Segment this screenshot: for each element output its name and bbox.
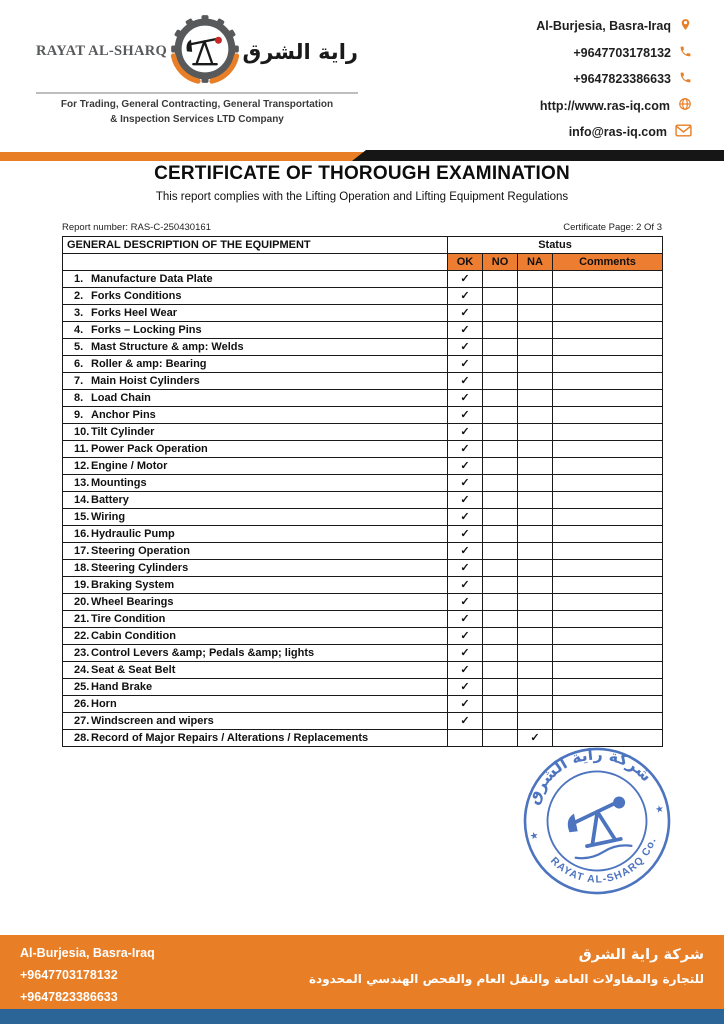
na-cell bbox=[518, 679, 553, 696]
no-cell bbox=[483, 407, 518, 424]
row-number: 21. bbox=[74, 613, 90, 625]
na-cell bbox=[518, 424, 553, 441]
tagline-line2: & Inspection Services LTD Company bbox=[110, 113, 284, 125]
row-label: Tilt Cylinder bbox=[91, 426, 155, 438]
report-meta-line bbox=[62, 222, 662, 233]
contact-phone1-text: +9647703178132 bbox=[573, 46, 671, 60]
no-cell bbox=[483, 509, 518, 526]
na-cell bbox=[518, 526, 553, 543]
certificate-page-number: Certificate Page: 2 Of 3 bbox=[563, 222, 662, 233]
no-cell bbox=[483, 475, 518, 492]
comment-cell bbox=[553, 696, 663, 713]
row-number: 25. bbox=[74, 681, 90, 693]
row-number: 18. bbox=[74, 562, 90, 574]
na-cell bbox=[518, 390, 553, 407]
no-cell bbox=[483, 696, 518, 713]
contact-list bbox=[536, 14, 692, 140]
row-number: 16. bbox=[74, 528, 90, 540]
comment-cell bbox=[553, 288, 663, 305]
contact-address bbox=[536, 17, 692, 35]
row-number: 26. bbox=[74, 698, 90, 710]
no-cell bbox=[483, 322, 518, 339]
contact-website bbox=[540, 97, 692, 114]
row-label: Forks Heel Wear bbox=[91, 307, 178, 319]
no-cell bbox=[483, 492, 518, 509]
footer-address: Al-Burjesia, Basra-Iraq bbox=[20, 946, 155, 960]
company-name-en: RAYAT AL-SHARQ bbox=[36, 43, 168, 59]
table-row bbox=[63, 288, 663, 305]
footer-company-desc-ar: للتجارة والمقاولات العامة والنقل العام والفحص الهندسي المحدودة bbox=[308, 972, 704, 986]
ok-cell: ✓ bbox=[448, 356, 483, 373]
description-column-header: GENERAL DESCRIPTION OF THE EQUIPMENT bbox=[63, 237, 448, 254]
na-cell: ✓ bbox=[518, 730, 553, 747]
no-cell bbox=[483, 560, 518, 577]
comment-cell bbox=[553, 713, 663, 730]
row-number: 7. bbox=[74, 375, 84, 387]
description-header-spacer bbox=[63, 254, 448, 271]
footer-phone-1: +9647703178132 bbox=[20, 968, 118, 982]
comment-cell bbox=[553, 594, 663, 611]
bottom-blue-bar bbox=[0, 1009, 724, 1024]
ok-cell: ✓ bbox=[448, 492, 483, 509]
divider-stripe-orange bbox=[0, 152, 372, 161]
na-cell bbox=[518, 594, 553, 611]
row-number: 10. bbox=[74, 426, 90, 438]
row-number: 11. bbox=[74, 443, 89, 455]
stamp-star-right: ★ bbox=[654, 803, 666, 817]
row-label: Forks – Locking Pins bbox=[91, 324, 202, 336]
no-cell bbox=[483, 356, 518, 373]
table-row bbox=[63, 407, 663, 424]
ok-cell: ✓ bbox=[448, 424, 483, 441]
contact-email-text: info@ras-iq.com bbox=[568, 125, 667, 139]
na-cell bbox=[518, 356, 553, 373]
na-cell bbox=[518, 509, 553, 526]
footer-phone-2: +9647823386633 bbox=[20, 990, 118, 1004]
ok-cell: ✓ bbox=[448, 407, 483, 424]
ok-cell: ✓ bbox=[448, 679, 483, 696]
comment-cell bbox=[553, 407, 663, 424]
row-label: Roller & amp: Bearing bbox=[91, 358, 207, 370]
page-subtitle: This report complies with the Lifting Operation and Lifting Equipment Regulations bbox=[155, 191, 569, 203]
equipment-checklist-table bbox=[62, 236, 663, 747]
comment-cell bbox=[553, 441, 663, 458]
contact-phone-2 bbox=[573, 71, 692, 87]
table-row bbox=[63, 373, 663, 390]
ok-cell: ✓ bbox=[448, 390, 483, 407]
row-number: 14. bbox=[74, 494, 90, 506]
na-cell bbox=[518, 662, 553, 679]
no-cell bbox=[483, 543, 518, 560]
table-row bbox=[63, 441, 663, 458]
stamp-top-text: شركة راية الشرق bbox=[523, 744, 657, 807]
no-cell bbox=[483, 458, 518, 475]
no-cell bbox=[483, 339, 518, 356]
no-cell bbox=[483, 424, 518, 441]
table-row bbox=[63, 424, 663, 441]
tagline-line1: For Trading, General Contracting, General Transportation bbox=[60, 99, 334, 110]
contact-address-text: Al-Burjesia, Basra-Iraq bbox=[536, 19, 671, 33]
table-row bbox=[63, 662, 663, 679]
ok-cell: ✓ bbox=[448, 305, 483, 322]
row-label: Tire Condition bbox=[91, 613, 166, 625]
comment-cell bbox=[553, 390, 663, 407]
row-label: Seat & Seat Belt bbox=[91, 664, 176, 676]
table-row bbox=[63, 305, 663, 322]
na-cell bbox=[518, 271, 553, 288]
row-number: 1. bbox=[74, 273, 84, 285]
na-cell bbox=[518, 577, 553, 594]
row-number: 22. bbox=[74, 630, 90, 642]
company-stamp bbox=[508, 732, 686, 910]
location-icon bbox=[679, 17, 692, 35]
no-cell bbox=[483, 662, 518, 679]
ok-cell: ✓ bbox=[448, 577, 483, 594]
row-number: 23. bbox=[74, 647, 90, 659]
row-number: 4. bbox=[74, 324, 84, 336]
row-label: Load Chain bbox=[91, 392, 151, 404]
comment-cell bbox=[553, 543, 663, 560]
na-cell bbox=[518, 645, 553, 662]
comment-cell bbox=[553, 339, 663, 356]
row-label: Engine / Motor bbox=[91, 460, 168, 472]
row-number: 3. bbox=[74, 307, 84, 319]
ok-cell: ✓ bbox=[448, 526, 483, 543]
ok-cell: ✓ bbox=[448, 288, 483, 305]
na-cell bbox=[518, 322, 553, 339]
contact-email bbox=[569, 124, 692, 140]
table-row bbox=[63, 730, 663, 747]
row-label: Mountings bbox=[91, 477, 147, 489]
equipment-table-body bbox=[63, 271, 663, 747]
ok-cell: ✓ bbox=[448, 373, 483, 390]
no-cell bbox=[483, 373, 518, 390]
table-row bbox=[63, 356, 663, 373]
table-row bbox=[63, 560, 663, 577]
status-group-header: Status bbox=[448, 237, 663, 254]
row-label: Wiring bbox=[91, 511, 126, 523]
comment-cell bbox=[553, 509, 663, 526]
row-label: Battery bbox=[91, 494, 129, 506]
contact-website-text: http://www.ras-iq.com bbox=[539, 98, 670, 113]
na-column-header: NA bbox=[518, 254, 553, 271]
row-number: 20. bbox=[74, 596, 90, 608]
report-number: Report number: RAS-C-250430161 bbox=[62, 222, 211, 233]
na-cell bbox=[518, 458, 553, 475]
comment-cell bbox=[553, 305, 663, 322]
no-cell bbox=[483, 288, 518, 305]
stamp-star-left: ★ bbox=[528, 830, 540, 843]
comment-cell bbox=[553, 322, 663, 339]
na-cell bbox=[518, 628, 553, 645]
table-row bbox=[63, 679, 663, 696]
divider-stripe-dark bbox=[352, 150, 724, 161]
table-row bbox=[63, 611, 663, 628]
logo-divider bbox=[36, 92, 358, 94]
na-cell bbox=[518, 441, 553, 458]
comment-cell bbox=[553, 679, 663, 696]
mail-icon bbox=[675, 124, 692, 140]
row-label: Hand Brake bbox=[91, 681, 153, 693]
table-row bbox=[63, 390, 663, 407]
table-row bbox=[63, 645, 663, 662]
ok-cell: ✓ bbox=[448, 594, 483, 611]
row-number: 15. bbox=[74, 511, 90, 523]
ok-cell: ✓ bbox=[448, 271, 483, 288]
globe-icon bbox=[678, 97, 692, 114]
no-column-header: NO bbox=[483, 254, 518, 271]
company-logo-block bbox=[36, 14, 358, 140]
row-number: 19. bbox=[74, 579, 90, 591]
no-cell bbox=[483, 390, 518, 407]
table-row bbox=[63, 475, 663, 492]
na-cell bbox=[518, 475, 553, 492]
na-cell bbox=[518, 339, 553, 356]
row-number: 13. bbox=[74, 477, 90, 489]
no-cell bbox=[483, 526, 518, 543]
row-label: Steering Cylinders bbox=[91, 562, 189, 574]
table-row bbox=[63, 526, 663, 543]
ok-cell: ✓ bbox=[448, 458, 483, 475]
comment-cell bbox=[553, 526, 663, 543]
na-cell bbox=[518, 492, 553, 509]
ok-cell: ✓ bbox=[448, 339, 483, 356]
row-number: 5. bbox=[74, 341, 84, 353]
row-label: Power Pack Operation bbox=[91, 443, 208, 455]
comments-column-header: Comments bbox=[553, 254, 663, 271]
contact-phone2-text: +9647823386633 bbox=[573, 72, 671, 86]
header bbox=[36, 14, 692, 140]
no-cell bbox=[483, 645, 518, 662]
no-cell bbox=[483, 594, 518, 611]
table-row bbox=[63, 492, 663, 509]
no-cell bbox=[483, 611, 518, 628]
row-label: Record of Major Repairs / Alterations / Replacements bbox=[91, 732, 369, 744]
footer bbox=[0, 935, 724, 1009]
phone-icon bbox=[679, 71, 692, 87]
comment-cell bbox=[553, 611, 663, 628]
row-label: Horn bbox=[91, 698, 117, 710]
ok-cell: ✓ bbox=[448, 560, 483, 577]
ok-cell: ✓ bbox=[448, 696, 483, 713]
comment-cell bbox=[553, 475, 663, 492]
ok-cell: ✓ bbox=[448, 628, 483, 645]
no-cell bbox=[483, 441, 518, 458]
row-number: 2. bbox=[74, 290, 84, 302]
ok-cell: ✓ bbox=[448, 645, 483, 662]
comment-cell bbox=[553, 560, 663, 577]
row-label: Windscreen and wipers bbox=[91, 715, 214, 727]
row-label: Forks Conditions bbox=[91, 290, 182, 302]
row-label: Control Levers &amp; Pedals &amp; lights bbox=[91, 647, 315, 659]
ok-cell bbox=[448, 730, 483, 747]
no-cell bbox=[483, 730, 518, 747]
na-cell bbox=[518, 696, 553, 713]
table-header-row-1 bbox=[63, 237, 663, 254]
ok-cell: ✓ bbox=[448, 713, 483, 730]
row-label: Main Hoist Cylinders bbox=[91, 375, 200, 387]
no-cell bbox=[483, 679, 518, 696]
row-number: 9. bbox=[74, 409, 84, 421]
row-number: 24. bbox=[74, 664, 90, 676]
table-row bbox=[63, 543, 663, 560]
comment-cell bbox=[553, 424, 663, 441]
no-cell bbox=[483, 713, 518, 730]
no-cell bbox=[483, 271, 518, 288]
no-cell bbox=[483, 577, 518, 594]
phone-icon bbox=[679, 45, 692, 61]
na-cell bbox=[518, 288, 553, 305]
na-cell bbox=[518, 543, 553, 560]
table-row bbox=[63, 458, 663, 475]
comment-cell bbox=[553, 271, 663, 288]
table-row bbox=[63, 628, 663, 645]
comment-cell bbox=[553, 662, 663, 679]
ok-cell: ✓ bbox=[448, 611, 483, 628]
row-number: 8. bbox=[74, 392, 84, 404]
row-label: Cabin Condition bbox=[91, 630, 176, 642]
page-title: CERTIFICATE OF THOROUGH EXAMINATION bbox=[154, 163, 570, 184]
row-number: 27. bbox=[74, 715, 90, 727]
comment-cell bbox=[553, 577, 663, 594]
ok-cell: ✓ bbox=[448, 662, 483, 679]
table-row bbox=[63, 713, 663, 730]
stamp-bottom-text: RAYAT AL-SHARQ Co. bbox=[548, 835, 659, 886]
comment-cell bbox=[553, 373, 663, 390]
na-cell bbox=[518, 407, 553, 424]
row-label: Wheel Bearings bbox=[91, 596, 174, 608]
row-label: Steering Operation bbox=[91, 545, 191, 557]
na-cell bbox=[518, 560, 553, 577]
row-number: 12. bbox=[74, 460, 90, 472]
table-row bbox=[63, 696, 663, 713]
table-row bbox=[63, 577, 663, 594]
gear-pumpjack-logo-icon bbox=[170, 14, 240, 89]
ok-cell: ✓ bbox=[448, 322, 483, 339]
no-cell bbox=[483, 628, 518, 645]
ok-cell: ✓ bbox=[448, 509, 483, 526]
table-row bbox=[63, 339, 663, 356]
ok-cell: ✓ bbox=[448, 475, 483, 492]
comment-cell bbox=[553, 458, 663, 475]
row-label: Hydraulic Pump bbox=[91, 528, 175, 540]
comment-cell bbox=[553, 628, 663, 645]
footer-contact-block bbox=[20, 942, 155, 1008]
company-name-ar: راية الشرق bbox=[242, 39, 358, 64]
ok-column-header: OK bbox=[448, 254, 483, 271]
no-cell bbox=[483, 305, 518, 322]
table-row bbox=[63, 594, 663, 611]
table-row bbox=[63, 322, 663, 339]
na-cell bbox=[518, 611, 553, 628]
row-number: 6. bbox=[74, 358, 84, 370]
na-cell bbox=[518, 373, 553, 390]
table-row bbox=[63, 509, 663, 526]
row-number: 17. bbox=[74, 545, 90, 557]
comment-cell bbox=[553, 645, 663, 662]
contact-phone-1 bbox=[573, 45, 692, 61]
footer-company-name-ar: شركة راية الشرق bbox=[578, 947, 704, 963]
row-number: 28. bbox=[74, 732, 90, 744]
row-label: Anchor Pins bbox=[91, 409, 156, 421]
na-cell bbox=[518, 305, 553, 322]
comment-cell bbox=[553, 356, 663, 373]
comment-cell bbox=[553, 492, 663, 509]
ok-cell: ✓ bbox=[448, 543, 483, 560]
row-label: Manufacture Data Plate bbox=[91, 273, 213, 285]
table-row bbox=[63, 271, 663, 288]
ok-cell: ✓ bbox=[448, 441, 483, 458]
row-label: Mast Structure & amp: Welds bbox=[91, 341, 244, 353]
footer-arabic-block bbox=[309, 942, 704, 990]
table-header-row-2 bbox=[63, 254, 663, 271]
row-label: Braking System bbox=[91, 579, 175, 591]
na-cell bbox=[518, 713, 553, 730]
